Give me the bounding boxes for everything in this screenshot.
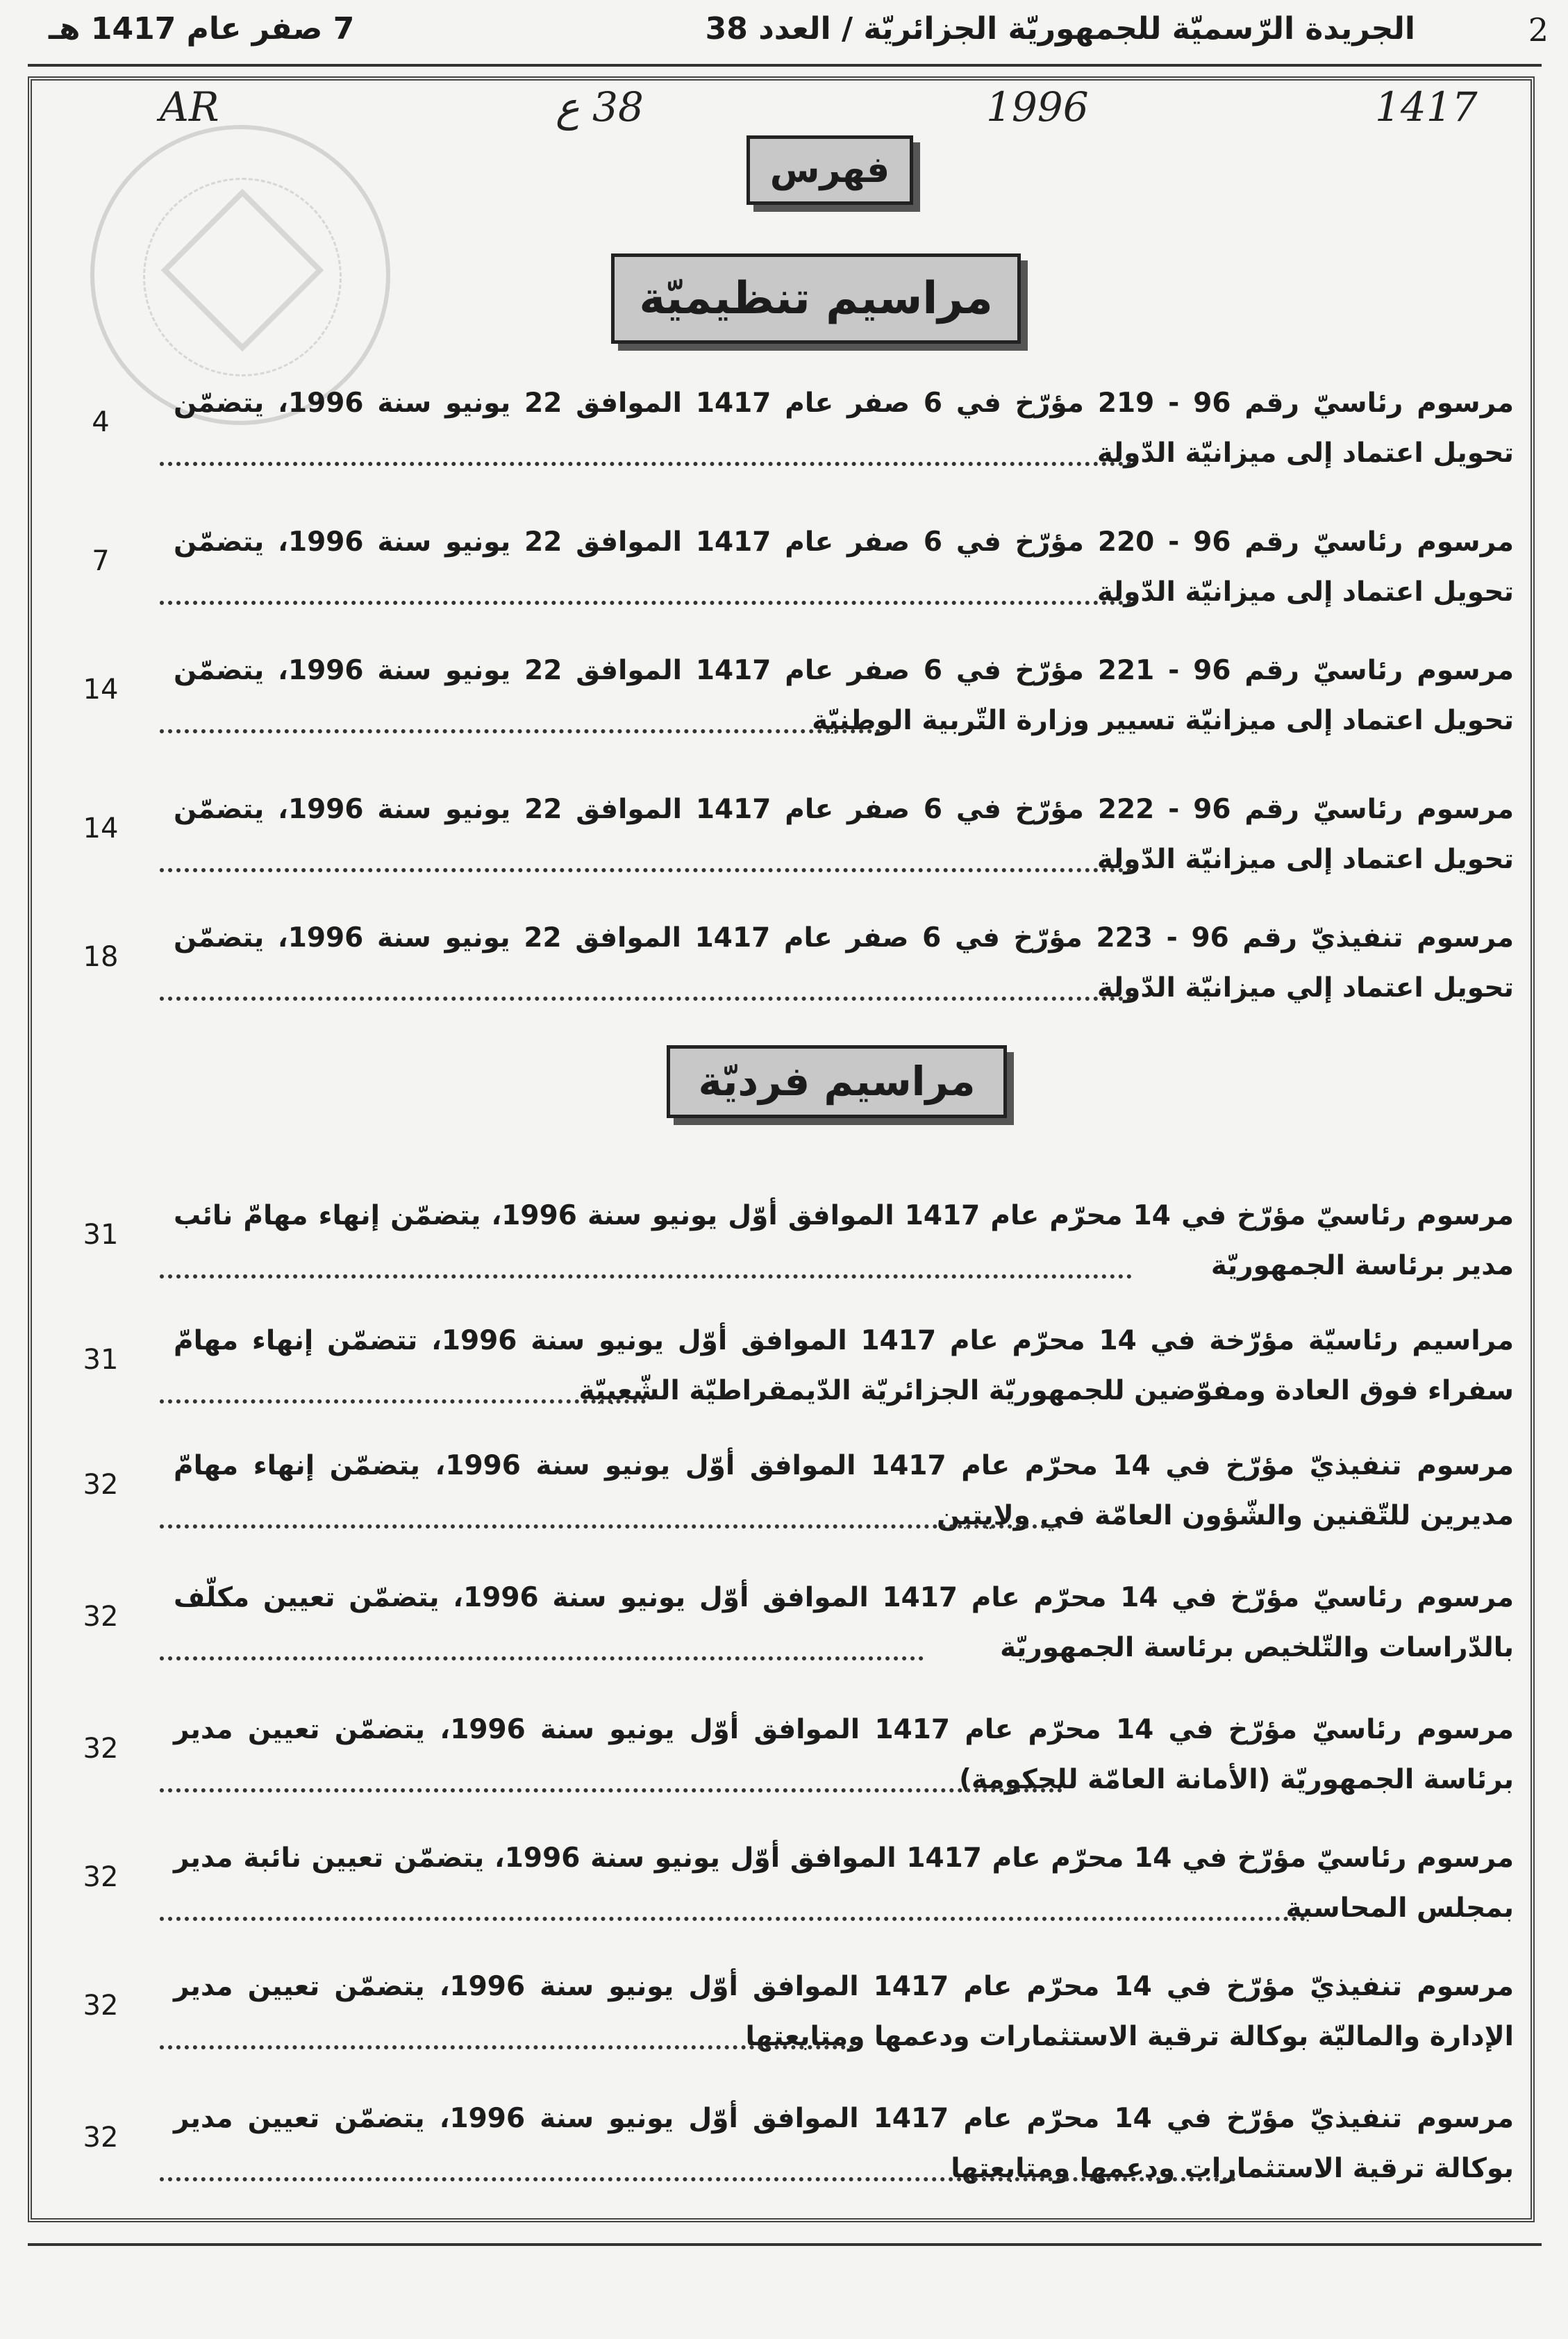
- regulatory-decrees-title: مراسيم تنظيميّة: [611, 253, 1021, 344]
- toc-page-number: 32: [83, 1861, 119, 1893]
- toc-entry: [49, 2094, 1514, 2198]
- toc-entry-text: مرسوم تنفيذيّ مؤرّخ في 14 محرّم عام 1417 الموافق أوّل يونيو سنة 1996، يتضمّن إنهاء مهامّ مديرين للتّقنين والشّؤون العامّة في ولايتين: [174, 1450, 1514, 1531]
- footer-rule: [28, 2243, 1542, 2246]
- header-rule: [28, 64, 1542, 67]
- dot-leader: [160, 434, 1132, 466]
- toc-entry-text: مرسوم رئاسيّ مؤرّخ في 14 محرّم عام 1417 الموافق أوّل يونيو سنة 1996، يتضمّن تعيين مكلّف بالدّراسات والتّلخيص برئاسة الجمهوريّة: [174, 1582, 1514, 1663]
- page-number: 2: [1528, 11, 1549, 49]
- dot-leader: [160, 701, 889, 733]
- toc-page-number: 32: [83, 1990, 119, 2022]
- toc-page-number: 32: [83, 1469, 119, 1501]
- toc-entry-text: مرسوم رئاسيّ مؤرّخ في 14 محرّم عام 1417 الموافق أوّل يونيو سنة 1996، يتضمّن إنهاء مهامّ نائب مدير برئاسة الجمهوريّة: [174, 1200, 1514, 1281]
- dot-leader: [160, 2017, 854, 2049]
- gazette-title: الجريدة الرّسميّة للجمهوريّة الجزائريّة / العدد 38: [705, 11, 1415, 47]
- toc-page-number: 14: [83, 674, 119, 706]
- toc-page-number: 7: [92, 545, 110, 577]
- page-header: [0, 0, 1568, 66]
- handwritten-code: AR: [160, 83, 219, 131]
- toc-entry-text: مرسوم تنفيذيّ مؤرّخ في 14 محرّم عام 1417 الموافق أوّل يونيو سنة 1996، يتضمّن تعيين مدير بوكالة ترقية الاستثمارات ودعمها ومتابعتها: [174, 2103, 1514, 2184]
- toc-page-number: 14: [83, 813, 119, 844]
- dot-leader: [160, 840, 1132, 872]
- toc-entry-text: مرسوم رئاسيّ مؤرّخ في 14 محرّم عام 1417 الموافق أوّل يونيو سنة 1996، يتضمّن تعيين نائبة مدير بمجلس المحاسبة: [174, 1842, 1514, 1924]
- toc-page-number: 31: [83, 1219, 119, 1251]
- toc-page-number: 18: [83, 941, 119, 973]
- toc-entry-text: مرسوم تنفيذيّ رقم 96 - 223 مؤرّخ في 6 صفر عام 1417 الموافق 22 يونيو سنة 1996، يتضمّن تحويل اعتماد إلي ميزانيّة الدّولة: [174, 922, 1514, 1004]
- toc-entry: [49, 1962, 1514, 2066]
- toc-page-number: 4: [92, 406, 110, 438]
- index-title: فهرس: [747, 135, 913, 205]
- toc-entry: [49, 1705, 1514, 1809]
- dot-leader: [160, 1372, 646, 1404]
- handwritten-year: 1996: [986, 83, 1089, 131]
- dot-leader: [160, 1497, 1062, 1529]
- handwritten-issue: 38 ع: [556, 83, 644, 131]
- toc-page-number: 32: [83, 1733, 119, 1765]
- toc-entry: [49, 1316, 1514, 1420]
- toc-page-number: 32: [83, 1601, 119, 1633]
- handwritten-hijri-year: 1417: [1375, 83, 1478, 131]
- toc-entry: [49, 517, 1514, 622]
- toc-entry: [49, 646, 1514, 750]
- toc-entry-text: مرسوم رئاسيّ رقم 96 - 220 مؤرّخ في 6 صفر عام 1417 الموافق 22 يونيو سنة 1996، يتضمّن تحويل اعتماد إلى ميزانيّة الدّولة: [174, 526, 1515, 608]
- toc-entry: [49, 1441, 1514, 1545]
- toc-entry: [49, 378, 1514, 483]
- dot-leader: [160, 1761, 1062, 1792]
- toc-entry: [49, 1573, 1514, 1677]
- dot-leader: [160, 1247, 1132, 1279]
- dot-leader: [160, 1889, 1306, 1921]
- toc-entry: [49, 785, 1514, 889]
- toc-page-number: 32: [83, 2122, 119, 2154]
- dot-leader: [160, 2149, 1236, 2181]
- individual-decrees-title: مراسيم فرديّة: [667, 1045, 1007, 1118]
- toc-entry: [49, 1191, 1514, 1295]
- toc-entry-text: مرسوم رئاسيّ مؤرّخ في 14 محرّم عام 1417 الموافق أوّل يونيو سنة 1996، يتضمّن تعيين مدير برئاسة الجمهوريّة (الأمانة العامّة للحكومة): [174, 1714, 1514, 1795]
- toc-entry-text: مرسوم رئاسيّ رقم 96 - 222 مؤرّخ في 6 صفر عام 1417 الموافق 22 يونيو سنة 1996، يتضمّن تحويل اعتماد إلى ميزانيّة الدّولة: [174, 794, 1515, 875]
- toc-entry-text: مرسوم رئاسيّ رقم 96 - 219 مؤرّخ في 6 صفر عام 1417 الموافق 22 يونيو سنة 1996، يتضمّن تحويل اعتماد إلى ميزانيّة الدّولة: [174, 388, 1515, 469]
- toc-entry: [49, 913, 1514, 1017]
- toc-entry-text: مرسوم رئاسيّ رقم 96 - 221 مؤرّخ في 6 صفر عام 1417 الموافق 22 يونيو سنة 1996، يتضمّن تحويل اعتماد إلى ميزانيّة تسيير وزارة التّربية الوطنيّة: [174, 655, 1515, 736]
- toc-entry-text: مراسيم رئاسيّة مؤرّخة في 14 محرّم عام 1417 الموافق أوّل يونيو سنة 1996، تتضمّن إنهاء مهامّ سفراء فوق العادة ومفوّضين للجمهوريّة الجزائريّة الدّيمقراطيّة الشّعبيّة: [174, 1325, 1514, 1406]
- toc-entry-text: مرسوم تنفيذيّ مؤرّخ في 14 محرّم عام 1417 الموافق أوّل يونيو سنة 1996، يتضمّن تعيين مدير الإدارة والماليّة بوكالة ترقية الاستثمارات ودعمها ومتابعتها: [174, 1971, 1514, 2052]
- dot-leader: [160, 969, 1132, 1001]
- toc-entry: [49, 1833, 1514, 1938]
- dot-leader: [160, 1629, 924, 1660]
- hijri-date: 7 صفر عام 1417 هـ: [49, 11, 355, 47]
- toc-page-number: 31: [83, 1344, 119, 1376]
- dot-leader: [160, 573, 1132, 605]
